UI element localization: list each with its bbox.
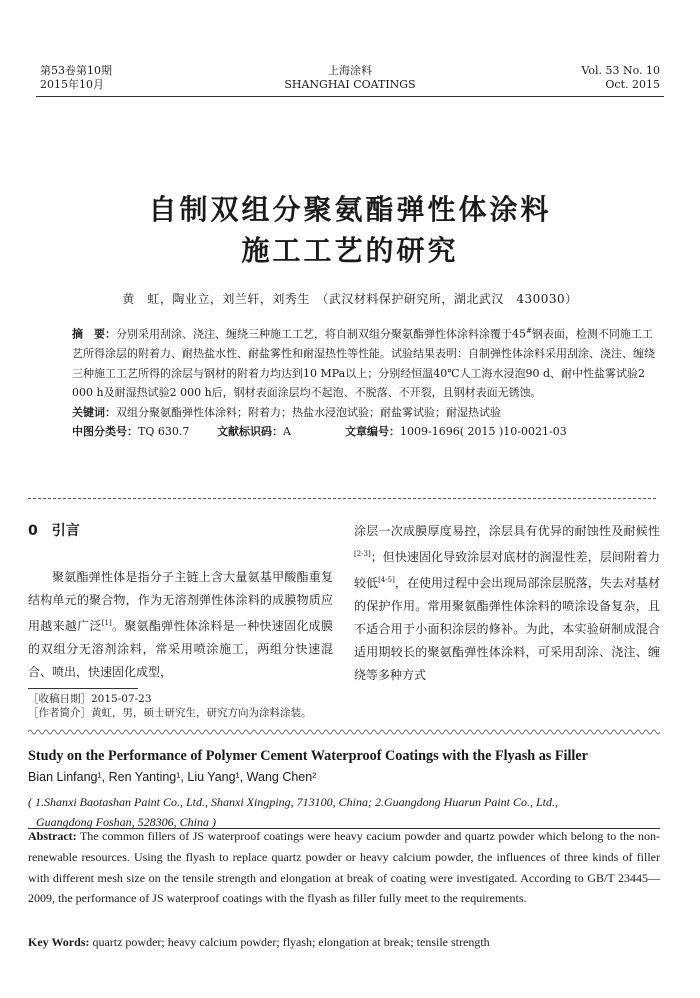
steel-grade-mark: #	[526, 327, 532, 335]
keywords-label: 关键词：	[72, 405, 116, 419]
issue-date: 2015年10月	[40, 78, 104, 91]
abstract-text-rest: 钢表面，检测不同施工工艺所得涂层的附着力、耐热盐水性、耐盐雾性和耐湿热性等性能。试验结果表明：自制弹性体涂料采用刮涂、浇注、缠绕三种施工工艺所得的涂层与钢材的附着力均达到10 MPa以上；分别经恒温40℃人工海水浸泡90 d、耐中性盐雾试验2 000 h及耐湿热试验2 000 h后，钢材表面涂层均不起泡、不脱落、不开裂，且钢材表面无锈蚀。	[72, 327, 655, 400]
abstract-paragraph	[28, 322, 658, 403]
keywords-line	[28, 403, 658, 423]
paper-title-line1: 自制双组分聚氨酯弹性体涂料	[148, 193, 552, 226]
clc-label: 中图分类号：	[72, 425, 138, 439]
paper-title-line2: 施工工艺的研究	[241, 234, 459, 267]
body-column-left	[28, 566, 333, 684]
english-affiliation: ( 1.Shanxi Baotashan Paint Co., Ltd., Shanxi Xingping, 713100, China; 2.Guangdong Huarun Paint Co., Ltd., Guangdong Foshan, 528306, China )	[28, 795, 559, 829]
doc-code-value: A	[283, 425, 291, 439]
citation-ref: [4-5]	[378, 576, 395, 584]
citation-ref: [1]	[101, 619, 112, 627]
journal-name-en: SHANGHAI COATINGS	[284, 78, 416, 91]
english-abstract-label: Abstract:	[28, 829, 77, 843]
body-column-right	[354, 520, 660, 687]
volume-issue-en: Vol. 53 No. 10	[581, 64, 660, 77]
citation-ref: [2-3]	[354, 550, 371, 558]
received-date: ［收稿日期］2015-07-23	[28, 693, 152, 705]
keywords-text: 双组分聚氨酯弹性体涂料；附着力；热盐水浸泡试验；耐盐雾试验；耐湿热试验	[116, 405, 501, 419]
wavy-divider	[28, 728, 660, 736]
author-line: 黄 虹，陶业立，刘兰轩，刘秀生 （武汉材料保护研究所，湖北武汉 430030）	[122, 292, 578, 306]
header-divider	[36, 96, 664, 97]
chinese-abstract	[28, 322, 658, 442]
footnote-divider	[28, 688, 138, 689]
english-keywords	[28, 935, 660, 950]
footnotes	[28, 692, 312, 720]
doc-code-label: 文献标识码：	[217, 425, 283, 439]
abstract-text-first: 分别采用刮涂、浇注、缠绕三种施工工艺，将自制双组分聚氨酯弹性体涂料涂覆于45	[116, 327, 526, 341]
intro-paragraph: 聚氨酯弹性体是指分子主链上含大量氨基甲酸酯重复结构单元的聚合物，作为无溶剂弹性体涂料的成膜物质应用越来越广泛[1]。聚氨酯弹性体涂料是一种快速固化成膜的双组分无溶剂涂料，常采用喷涂施工，两组分快速混合、喷出，快速固化成型，	[28, 570, 333, 679]
issue-date-en: Oct. 2015	[605, 78, 660, 91]
section-heading: 0 引言	[28, 523, 80, 539]
abstract-label: 摘 要：	[72, 327, 116, 341]
journal-issue-info-en	[581, 64, 660, 92]
intro-paragraph-cont: 涂层一次成膜厚度易控，涂层具有优异的耐蚀性及耐候性[2-3]；但快速固化导致涂层对底材的润湿性差，层间附着力较低[4-5]，在使用过程中会出现局部涂层脱落，失去对基材的保护作用。常用聚氨酯弹性体涂料的喷涂设备复杂，且不适合用于小面积涂层的修补。为此，本实验研制成混合适用期较长的聚氨酯弹性体涂料，可采用刮涂、浇注、缠绕等多种方式	[354, 524, 660, 682]
english-abstract-text: The common fillers of JS waterproof coatings were heavy cacium powder and quartz powder which belong to the non-renewable resources. Using the flyash to replace quartz powder or heavy calcium powder, the influences of three kinds of filler with different mesh size on the tensile strength and elongation at break of coating were investigated. According to GB/T 23445—2009, the performance of JS waterproof coatings with the flyash as filler fully meet to the requirements.	[28, 829, 660, 906]
abstract-divider	[28, 498, 658, 499]
article-number-value: 1009-1696( 2015 )10-0021-03	[400, 425, 567, 439]
english-keywords-label: Key Words:	[28, 935, 90, 949]
english-keywords-text: quartz powder; heavy calcium powder; flyash; elongation at break; tensile strength	[92, 935, 490, 949]
author-bio: ［作者简介］黄虹，男，硕士研究生，研究方向为涂料涂装。	[28, 707, 312, 719]
english-authors: Bian Linfang¹, Ren Yanting¹, Liu Yang¹, Wang Chen²	[28, 770, 317, 784]
clc-value: TQ 630.7	[138, 425, 190, 439]
classification-line	[28, 422, 658, 442]
volume-issue: 第53卷第10期	[40, 64, 112, 77]
english-abstract	[28, 826, 660, 909]
english-title: Study on the Performance of Polymer Cement Waterproof Coatings with the Flyash as Filler	[28, 748, 588, 764]
journal-name-cn: 上海涂料	[328, 64, 372, 77]
article-number-label: 文章编号：	[345, 425, 400, 439]
